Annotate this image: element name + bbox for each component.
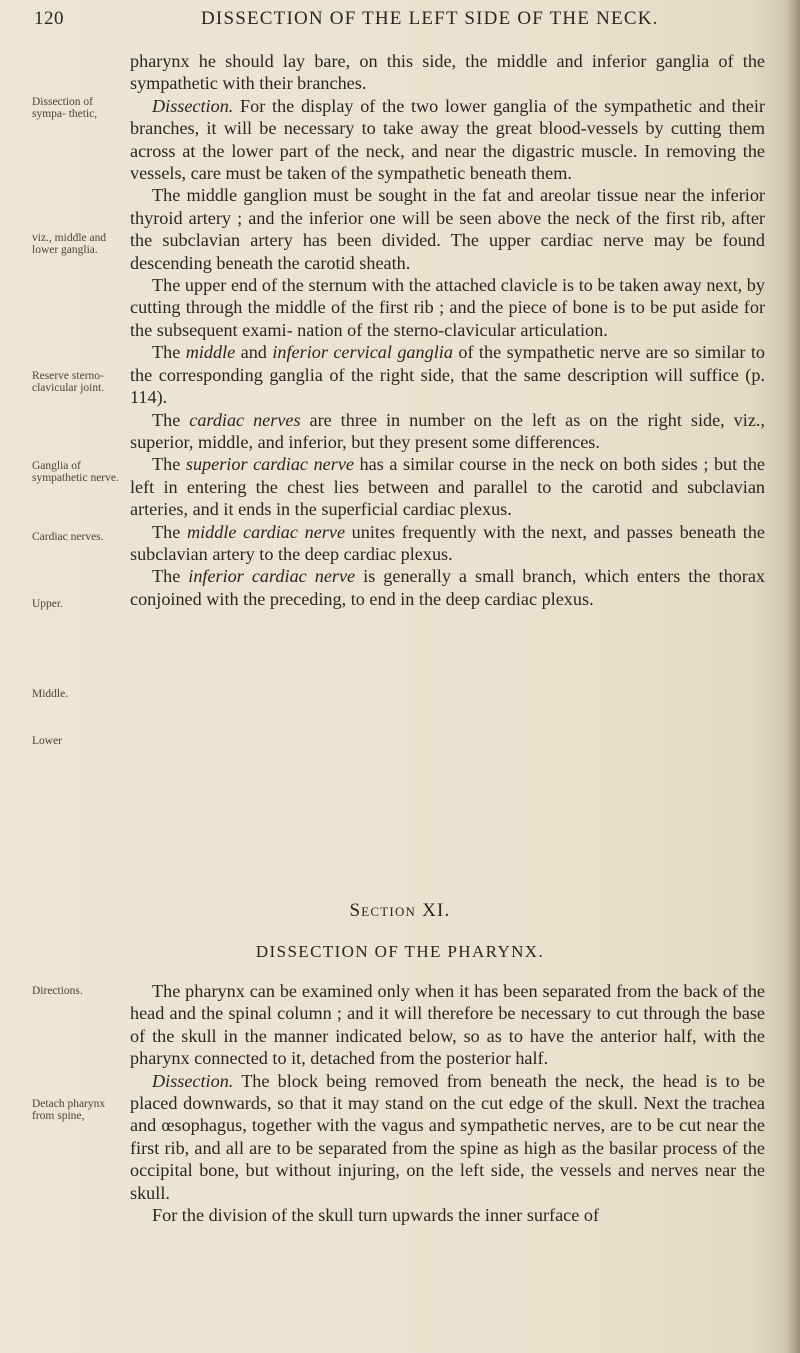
paragraph: The cardiac nerves are three in number on the left as on the right side, viz., superior, middle, and inferior, but they present some differences. — [130, 409, 765, 452]
section-subtitle: DISSECTION OF THE PHARYNX. — [255, 942, 545, 961]
margin-note-detach-pharynx: Detach pharynx from spine, — [32, 1098, 106, 1122]
page-header — [34, 8, 750, 38]
paragraph: The pharynx can be examined only when it has been separated from the back of the head and the spinal column ; and it will therefore be necessary to cut through the base of the skull in the manner indicated below, so as to have the anterior half, with the pharynx connected to it, detached from the posterior half. — [130, 981, 765, 1069]
section-title: Section XI. — [349, 900, 451, 921]
margin-note-ganglia-sympathetic: Ganglia of sympathetic nerve. — [32, 460, 119, 484]
margin-note-middle: Middle. — [32, 688, 69, 700]
page-edge-shadow — [786, 0, 800, 1353]
paragraph: The upper end of the sternum with the attached clavicle is to be taken away next, by cutting through the middle of the first rib ; and the piece of bone is to be put aside for the subsequent exami- nation of the sterno-clavicular articulation. — [130, 275, 765, 340]
margin-note-dissection-sympathetic: Dissection of sympa- thetic, — [32, 96, 98, 120]
margin-note-cardiac-nerves: Cardiac nerves. — [32, 531, 104, 543]
paragraph: The middle and inferior cervical ganglia of the sympathetic nerve are so similar to the corresponding ganglia of the right side, that the same description will suffice (p. 114). — [130, 342, 765, 408]
paragraph: The inferior cardiac nerve is generally a small branch, which enters the thorax conjoined with the preceding, to end in the deep cardiac plexus. — [130, 566, 765, 609]
paragraph: Dissection. The block being removed from beneath the neck, the head is to be placed downwards, so that it may stand on the cut edge of the skull. Next the trachea and œsophagus, together with the vagus and sympathetic nerves, are to be cut near the first rib, and all are to be separated from the spine as high as the basilar process of the occipital bone, but without injuring, on the left side, the vessels and nerves near the skull. — [130, 1070, 765, 1203]
margin-note-sterno-clavicular: Reserve sterno- clavicular joint. — [32, 370, 105, 394]
paragraph: The superior cardiac nerve has a similar course in the neck on both sides ; but the left in entering the chest lies between and parallel to the carotid and subclavian arteries, and it ends in the superficial cardiac plexus. — [130, 454, 766, 520]
paragraph: The middle cardiac nerve unites frequently with the next, and passes beneath the subclavian artery to the deep cardiac plexus. — [130, 521, 765, 564]
margin-note-directions: Directions. — [32, 985, 83, 997]
main-text-top — [130, 50, 765, 610]
paragraph: The middle ganglion must be sought in the fat and areolar tissue near the inferior thyroid artery ; and the inferior one will be seen above the neck of the first rib, after the subclavian artery has been divided. The upper cardiac nerve may be found descending beneath the carotid sheath. — [130, 185, 765, 273]
page-number: 120 — [34, 8, 64, 29]
running-head: DISSECTION OF THE LEFT SIDE OF THE NECK. — [201, 8, 659, 29]
paragraph: pharynx he should lay bare, on this side, the middle and inferior ganglia of the sympathetic with their branches. — [130, 51, 765, 94]
margin-note-lower: Lower — [32, 735, 63, 747]
margin-note-upper: Upper. — [32, 598, 63, 610]
paragraph: Dissection. For the display of the two lower ganglia of the sympathetic and their branches, it will be necessary to take away the great blood-vessels by cutting them across at the lower part of the neck, and near the digastric muscle. In removing the vessels, care must be taken of the sympathetic beneath them. — [130, 95, 765, 184]
margin-note-middle-lower-ganglia: viz., middle and lower ganglia. — [32, 232, 107, 256]
main-text-bottom — [130, 980, 765, 1226]
paragraph: For the division of the skull turn upwards the inner surface of — [152, 1205, 600, 1226]
